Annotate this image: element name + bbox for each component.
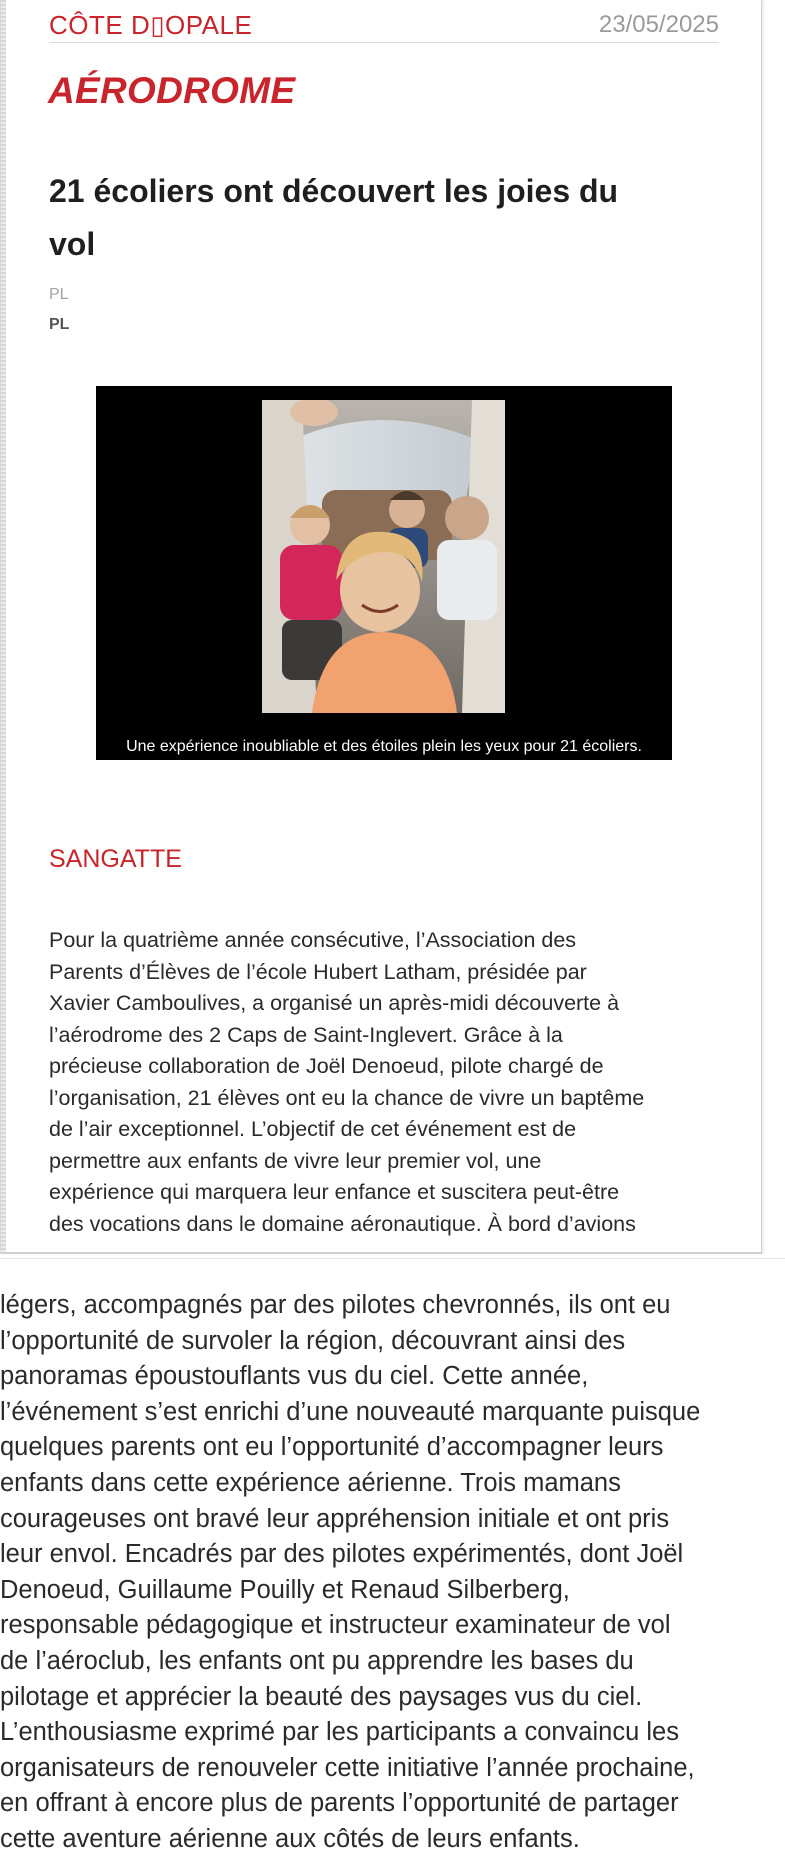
publication-date: 23/05/2025 <box>598 11 719 38</box>
body-line: permettre aux enfants de vivre leur premier vol, une <box>49 1148 542 1173</box>
body-line: de l’aéroclub, les enfants ont pu apprendre les bases du <box>0 1646 634 1675</box>
body-line: panoramas époustouflants vus du ciel. Cette année, <box>0 1362 589 1391</box>
page-edge <box>1 0 6 1254</box>
image-caption: Une expérience inoubliable et des étoiles plein les yeux pour 21 écoliers. <box>126 738 642 755</box>
article-title-line: vol <box>49 226 96 262</box>
author-signature: PL <box>49 316 70 333</box>
body-line: l’aérodrome des 2 Caps de Saint-Inglevert. Grâce à la <box>49 1022 563 1047</box>
body-line: L’enthousiasme exprimé par les participants a convaincu les <box>0 1718 679 1747</box>
body-line: organisateurs de renouveler cette initiative l’année prochaine, <box>0 1753 695 1782</box>
article-title-line: 21 écoliers ont découvert les joies du <box>49 173 619 209</box>
screenshot-divider <box>0 1258 785 1259</box>
body-line: l’opportunité de survoler la région, découvrant ainsi des <box>0 1326 626 1355</box>
children-in-airplane-photo <box>262 400 505 713</box>
body-line: expérience qui marquera leur enfance et suscitera peut-être <box>49 1180 620 1204</box>
section-title: AÉRODROME <box>48 70 296 111</box>
body-line: en offrant à encore plus de parents l’opportunité de partager <box>0 1789 679 1818</box>
article-title <box>49 165 709 271</box>
body-line: responsable pédagogique et instructeur examinateur de vol <box>0 1611 671 1640</box>
body-line: leur envol. Encadrés par des pilotes expérimentés, dont Joël <box>0 1540 684 1569</box>
article-photo <box>262 400 505 713</box>
body-line: enfants dans cette expérience aérienne. Trois mamans <box>0 1468 621 1497</box>
body-line: précieuse collaboration de Joël Denoeud, pilote chargé de <box>49 1054 604 1078</box>
article-location: SANGATTE <box>49 845 182 873</box>
body-line: quelques parents ont eu l’opportunité d’accompagner leurs <box>0 1433 664 1462</box>
body-line: l’événement s’est enrichi d’une nouveauté marquante puisque <box>0 1397 701 1426</box>
body-line: des vocations dans le domaine aéronautique. À bord d’avions <box>49 1211 636 1236</box>
body-line: Parents d’Élèves de l’école Hubert Latham, présidée par <box>49 959 587 984</box>
article-body-continued <box>0 1288 785 1858</box>
region-label: CÔTE D▯OPALE <box>49 10 253 40</box>
article-body-top <box>49 925 739 1240</box>
author-initials: PL <box>49 286 69 303</box>
body-line: cette aventure aérienne aux côtés de leurs enfants. <box>0 1824 580 1853</box>
body-line: de l’air exceptionnel. L’objectif de cet événement est de <box>49 1117 577 1141</box>
body-line: Pour la quatrième année consécutive, l’Association des <box>49 928 577 952</box>
body-line: l’organisation, 21 élèves ont eu la chance de vivre un baptême <box>49 1085 645 1110</box>
body-line: pilotage et apprécier la beauté des paysages vus du ciel. <box>0 1682 643 1711</box>
body-line: courageuses ont bravé leur appréhension initiale et ont pris <box>0 1504 670 1533</box>
body-line: Denoeud, Guillaume Pouilly et Renaud Silberberg, <box>0 1575 570 1604</box>
article-header <box>49 6 719 43</box>
body-line: Xavier Camboulives, a organisé un après-midi découverte à <box>49 991 620 1015</box>
article-image-frame <box>96 386 672 760</box>
body-line: légers, accompagnés par des pilotes chevronnés, ils ont eu <box>0 1291 671 1319</box>
